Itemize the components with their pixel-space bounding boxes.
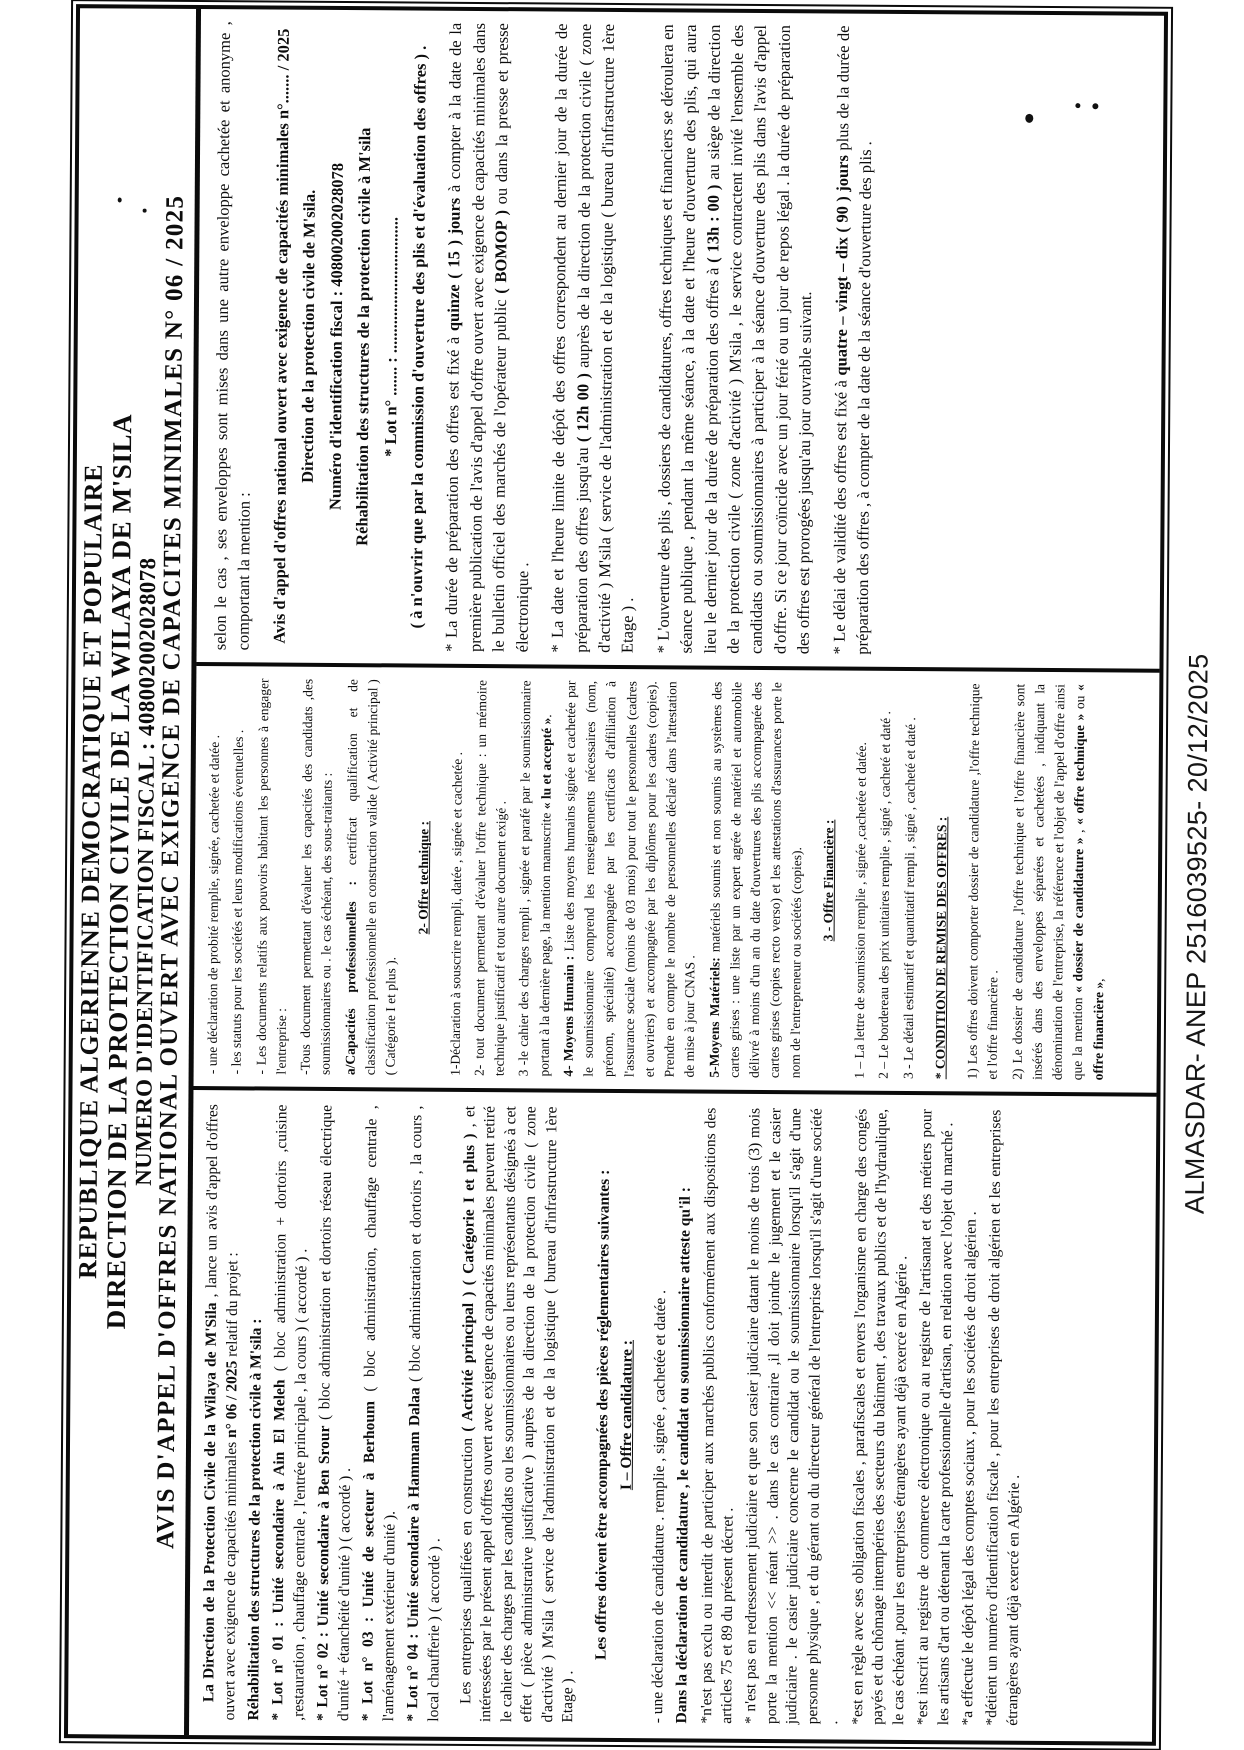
paragraph: - une déclaration de candidature . remplie , signée , cachetée et datée . — [648, 1289, 669, 1724]
header-republic-line: REPUBLIQUE ALGERIENNE DEMOCRATIQUE ET POPULAIRE — [73, 463, 108, 1280]
ink-speck — [1075, 103, 1080, 108]
paragraph: * La durée de préparation des offres est fixé à quinze ( 15 ) jours à compter à la date de la première publication de l'avis d'appel d'offre ouvert avec exigence de capacités minimales dans le bulletin officiel des marchés de l'opérateur public ( BOMOP ) ou dans la presse et presse électronique . — [441, 22, 532, 653]
paragraph: Direction de la protection civile de M'sila. — [298, 189, 320, 483]
paragraph: Dans la déclaration de candidature , le candidat ou soumissionnaire atteste qu'il : — [673, 1187, 694, 1724]
paragraph: * n'est pas en redressement judiciaire et que son casier judiciaire datant le moins de trois (3) mois porte la mention << néant >> . dans le cas contraire ,il doit joindre le jugement et le casier judiciaire . le casier judiciaire concerne le candidat ou le soumissionnaire lorsqu'il s'agit d'une personne physique , et du gérant ou du directeur général de l'entreprise lorsqu'il s'agit d'une société . — [742, 1107, 842, 1725]
paragraph: * Lot n° 02 : Unité secondaire à Ben Srour ( bloc administration et dortoirs réseau électrique d'unité + étanchéité d'unité ) ( accordé ) . — [314, 1104, 354, 1722]
paragraph: 3 -le cahier des charges rempli , signée et parafé par le soumissionnaire portant à la dernière page, la mention manuscrite « lu et accepté ». — [515, 680, 554, 1077]
paragraph: *est inscrit au registre de commerce électronique ou au registre de l'artisanat et des métiers pour les artisans d'art ou détenant la carte professionnelle d'artisan, en relation avec l'objet du marché . — [914, 1109, 956, 1726]
paragraph: Les entreprises qualifiées en construction ( Activité principal ) ( Catégorie I et plus ) , et intéressées par le présent appel d'offres ouvert avec exigence de capacités minimales peuvent retiré le cahier des charges par les candidats ou les soumissionnaires ou leurs représentants désignés à cet effet ( pièce administrative justificative ) auprès de la direction de la protection civile ( zone d'activité ) M'sila ( service de l'administration et de la logistique ( bureau d'infrastructure 1ère Etage ) . — [457, 1105, 577, 1723]
paragraph: * Lot n° ....... : ................................. — [380, 216, 402, 457]
paragraph: 2 – Le bordereau des prix unitaires remplie , signé , cacheté et daté . — [875, 711, 894, 1079]
paragraph: 5-Moyens Matériels: matériels soumis et non soumis au systèmes des cartes grises : une liste par un expert agrée de matériel et automobile délivré à moins d'un an du date d'ouvertures des plis accompagnée des cartes grises (copies recto verso) et les attestations d'assurances porte le nom de l'entrepreneur ou sociétés (copies). — [706, 681, 804, 1079]
ink-speck — [1092, 103, 1098, 109]
paragraph: a/Capacités professionnelles : certificat qualification et de classification professionnelle en construction valide ( Activité principal ) ( Catégorie I et plus ). — [342, 679, 399, 1076]
col-3 — [197, 9, 1164, 669]
paragraph: Avis d'appel d'offres national ouvert avec exigence de capacités minimales n°....... / 2025 — [269, 28, 293, 644]
ink-speck — [118, 197, 122, 202]
paragraph: Réhabilitation des structures de la protection civile à M'sila — [352, 127, 375, 546]
paragraph: *est en règle avec ses obligation fiscales , parafiscales et envers l'organisme en charge des congés payés et du chômage intempéries des secteurs du bâtiment , des travaux publics et de l'hydraulique, le cas échéant ,pour les entreprises étrangères ayant déjà exercé en Algérie . — [848, 1108, 910, 1726]
paragraph: * L'ouverture des plis , dossiers de candidatures, offres techniques et financiers se déroulera en séance publique , pendant la même séance, à la date et l'heure d'ouverture des plis, qui aura lieu le dernier jour de la durée de préparation des offres à ( 13h : 00 ) au siège de la direction de la protection civile ( zone d'activité ) M'sila , le service contractent invité l'ensemble des candidats ou soumissionnaires à participer à la séance d'ouverture des plis dans l'avis d'appel d'offre. Si ce jour coïncide avec un jour férié ou un jour de repos légal . la durée de préparation des offres est prorogées jusqu'au jour ouvrable suivant. — [653, 24, 816, 655]
header-notice-title-line: AVIS D'APPEL D'OFFRES NATIONAL OUVERT AVEC EXIGENCE DE CAPACITES MINIMALES N° 06 / 2025 — [152, 194, 190, 1550]
header-fiscal-id-line: NUMERO D'IDENTIFICATION FISCAL : 408002002028078 — [130, 557, 160, 1186]
paragraph: 3 - Le détail estimatif et quantitatif rempli , signé , cacheté et daté . — [900, 717, 918, 1080]
notice-body — [189, 9, 1164, 1742]
paragraph: * Lot n° 03 : Unité de secteur à Berhoum ( bloc administration, chauffage centrale , l'aménagement extérieur d'unité ). — [359, 1105, 399, 1722]
paragraph: 3 - Offre Financière : — [820, 819, 837, 942]
paragraph: La Direction de la Protection Civile de la Wilaya de M'Sila , lance un avis d'appel d'offres ouvert avec exigence de capacités minimales n° 06 / 2025 relatif du projet : — [200, 1104, 241, 1721]
paragraph: Les offres doivent être accompagnées des pièces réglementaires suivantes : — [592, 1169, 613, 1661]
paragraph: Réhabilitation des structures de la protection civile à M'sila : — [245, 1318, 265, 1721]
paragraph: 2- tout document permettant d'évaluer l'offre technique : un mémoire technique justificatif et tout autre document exigé . — [471, 679, 509, 1077]
paragraph: selon le cas , ses enveloppes sont mises dans une autre enveloppe cachetée et anonyme , comportant la mention : — [210, 21, 255, 651]
paragraph: - Les documents relatifs aux pouvoirs habitant les personnes à engager l'entreprise : — [253, 678, 289, 1075]
notice-header — [68, 8, 201, 1735]
paragraph: * La date et l'heure limite de dépôt des offres correspondent au dernier jour de la durée de préparation des offres jusqu'au ( 12h 00 ) auprès de la direction de la protection civile ( zone d'activité ) M'sila ( service de l'administration et de la logistique ( bureau d'infrastructure 1ère Etage ) . — [547, 23, 638, 654]
paragraph: 1 – La lettre de soumission remplie , signée ,cachetée et datée. — [851, 741, 869, 1079]
paragraph: * Le délai de validité des offres est fixé à quatre – vingt – dix ( 90 ) jours plus de la durée de préparation des offres , à compter de la date de la séance d'ouverture des plis . — [829, 25, 876, 655]
paragraph: 2- Offre technique : — [415, 820, 432, 935]
paragraph: ( à n'ouvrir que par la commission d'ouverture des plis et d'évaluation des offres ) . — [406, 45, 430, 629]
header-direction-line: DIRECTION DE LA PROTECTION CIVILE DE LA WILAYA DE M'SILA — [100, 413, 138, 1330]
paragraph: 2) Le dossier de candidature ,l'offre technique et l'offre financière sont insérés dans des enveloppes séparées et cachetées , indiquant la dénomination de l'entreprise, la référence et l'objet de l'appel d'offre ainsi que la mention « dossier de candidature » , « offre technique » ou « offre financière », — [1009, 683, 1106, 1081]
paragraph: *détient un numéro d'identification fiscale , pour les entreprises de droit algérien et les entreprises étrangères ayant déjà exercé en Algérie . — [983, 1109, 1023, 1726]
ink-speck — [1025, 114, 1033, 123]
paragraph: * Lot n° 04 : Unité secondaire à Hammam Dalaa ( bloc administration et dortoirs , la cours , local chaufferie ) ( accordé ) . — [404, 1105, 443, 1722]
paragraph: *n'est pas exclu ou interdit de participer aux marchés publics conformément aux dispositions des articles 75 et 89 du présent décret . — [697, 1107, 737, 1724]
paragraph: - les statuts pour les sociétés et leurs modifications éventuelles . — [228, 729, 247, 1075]
col-2 — [194, 666, 1160, 1093]
anep-credit-line: ALMASDAR- ANEP 2516039525- 20/12/2025 — [1179, 653, 1214, 1215]
paragraph: Numéro d'identification fiscal : 408002002028078 — [325, 162, 347, 511]
paragraph: 1-Déclaration à souscrire rempli, datée , signée et cachetée . — [447, 751, 465, 1076]
col-1 — [189, 1090, 1156, 1742]
paragraph: I – Offre candidature : — [617, 1339, 636, 1491]
paragraph: - une déclaration de probité remplie, signée, cachetée et datée . — [204, 734, 223, 1075]
paragraph: * CONDITION DE REMISE DES OFFRES : — [932, 816, 950, 1080]
ad-border-box — [64, 4, 1168, 1746]
paragraph: 4- Moyens Humain : Liste des moyens humains signée et cachetée par le soumissionnaire comprend les renseignements nécessaires (nom, prénom, spécialité) accompagnée par les certificats d'affiliation à l'assurance sociale (moins de 03 mois) pour tout le personnelles (cadres et ouvriers) et accompagnée par les diplômes pour les cadres (copies). Prendre en compte le nombre de personnelles déclaré dans l'attestation de mise à jour CNAS . — [560, 680, 698, 1078]
paragraph: * Lot n° 01 : Unité secondaire à Ain El Meleh ( bloc administration + dortoirs ,cuisine ,restauration , chauffage centrale , l'entrée principale , la cours ) ( accordé ) . — [269, 1104, 311, 1721]
ink-speck — [143, 209, 147, 213]
paragraph: 1) Les offres doivent comporter dossier de candidature ,l'offre technique et l'offre financière . — [964, 683, 1001, 1080]
paragraph: -Tous document permettant d'évaluer les capacités des candidats ,des soumissionnaires ou . le cas échéant, des sous-traitants : — [297, 678, 336, 1075]
paragraph: *a effectué le dépôt légal des comptes sociaux , pour les sociétés de droit algérien . — [959, 1211, 980, 1726]
